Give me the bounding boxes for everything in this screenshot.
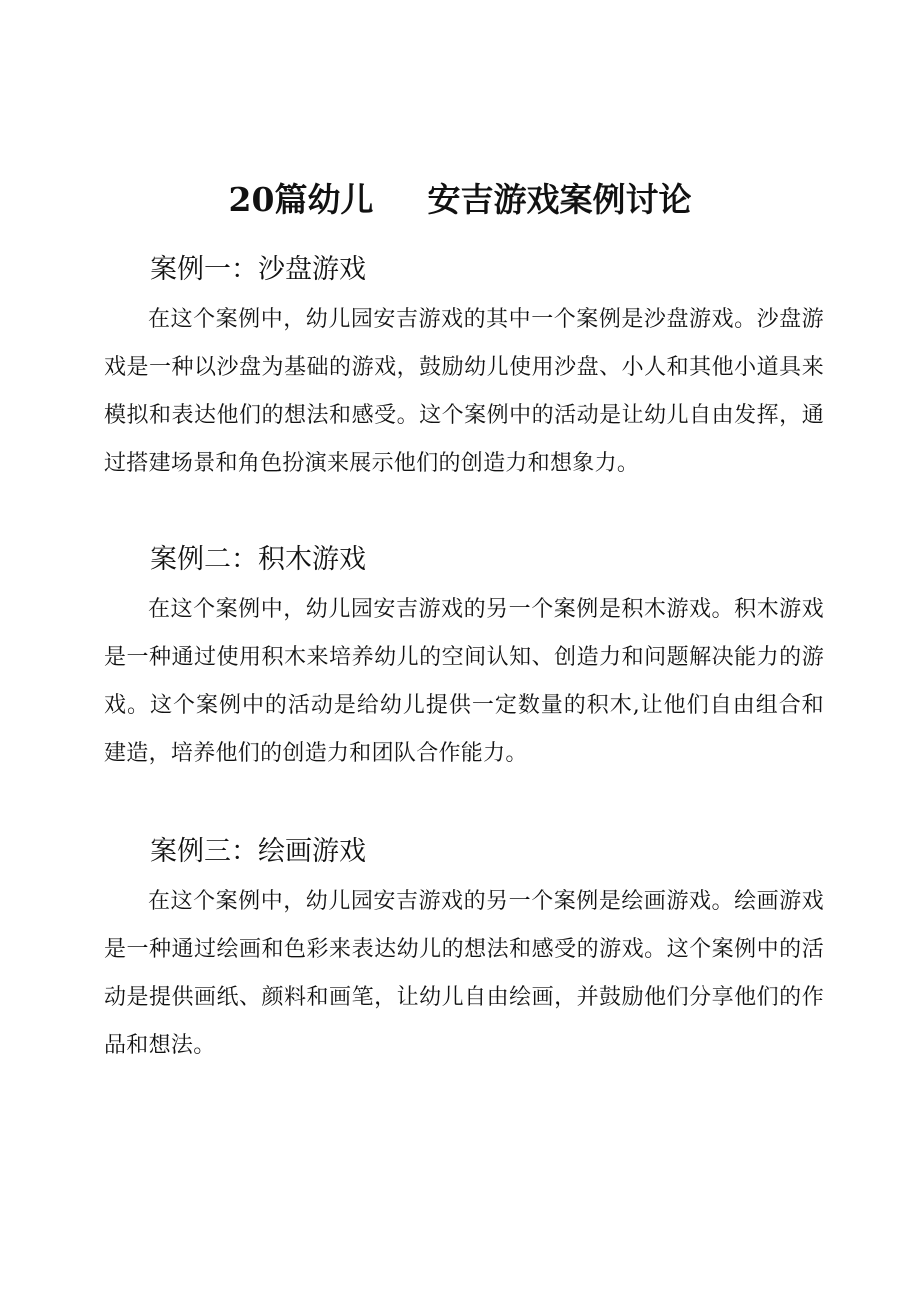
title-part-1: 20篇幼儿	[228, 180, 374, 219]
title-part-2: 安吉游戏案例讨论	[427, 181, 692, 218]
section-heading-3: 案例三：绘画游戏	[150, 836, 366, 867]
document-title	[0, 176, 920, 224]
section-heading-1: 案例一：沙盘游戏	[150, 254, 366, 285]
section-body-2: 在这个案例中，幼儿园安吉游戏的另一个案例是积木游戏。积木游戏是一种通过使用积木来培养幼儿的空间认知、创造力和问题解决能力的游戏。这个案例中的活动是给幼儿提供一定数量的积木,让他们自由组合和建造，培养他们的创造力和团队合作能力。	[104, 597, 824, 766]
section-body-3: 在这个案例中，幼儿园安吉游戏的另一个案例是绘画游戏。绘画游戏是一种通过绘画和色彩来表达幼儿的想法和感受的游戏。这个案例中的活动是提供画纸、颜料和画笔，让幼儿自由绘画，并鼓励他们分享他们的作品和想法。	[104, 889, 824, 1058]
section-body-1: 在这个案例中，幼儿园安吉游戏的其中一个案例是沙盘游戏。沙盘游戏是一种以沙盘为基础的游戏，鼓励幼儿使用沙盘、小人和其他小道具来模拟和表达他们的想法和感受。这个案例中的活动是让幼儿自由发挥，通过搭建场景和角色扮演来展示他们的创造力和想象力。	[104, 307, 824, 476]
section-heading-2: 案例二：积木游戏	[150, 544, 366, 575]
